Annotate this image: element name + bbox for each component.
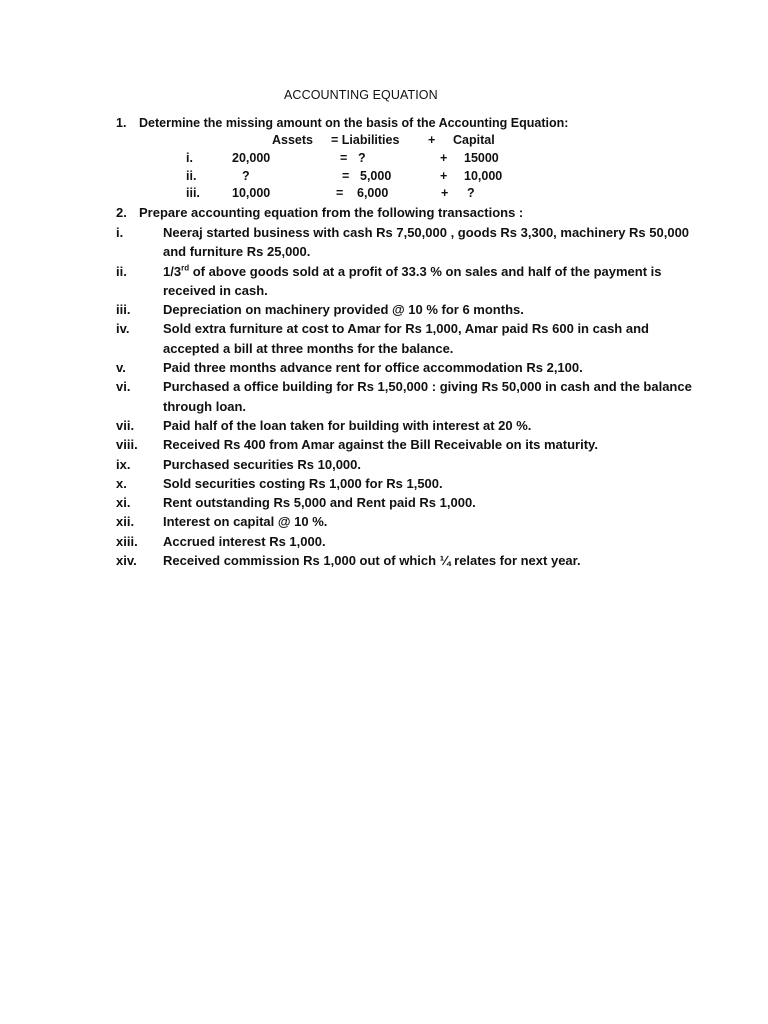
- item-numeral: xiv.: [116, 553, 137, 569]
- list-item: [116, 493, 696, 512]
- list-item: [116, 377, 696, 416]
- item-numeral: vii.: [116, 417, 135, 433]
- item-text: of above goods sold at a profit of 33.3 % on sales and half of the payment is received in cash.: [163, 263, 662, 298]
- item-text-fraction: 1/3: [163, 263, 182, 279]
- item-text: Sold extra furniture at cost to Amar for Rs 1,000, Amar paid Rs 600 in cash and accepted a bill at three months for the balance.: [163, 321, 649, 356]
- item-numeral: xii.: [116, 514, 135, 530]
- item-numeral: ii.: [116, 263, 127, 279]
- header-assets: Assets: [272, 133, 313, 147]
- list-item: [116, 435, 696, 454]
- item-numeral: x.: [116, 475, 127, 491]
- header-plus: +: [428, 133, 436, 147]
- list-item: [116, 532, 696, 551]
- item-numeral: iii.: [116, 302, 131, 318]
- item-numeral: ix.: [116, 456, 131, 472]
- row-capital: 15000: [464, 151, 499, 165]
- transaction-list: [116, 223, 696, 570]
- row-numeral: iii.: [186, 186, 200, 200]
- header-liabilities: = Liabilities: [331, 133, 400, 147]
- item-text: Purchased securities Rs 10,000.: [163, 456, 362, 472]
- row-plus: +: [440, 169, 448, 183]
- list-item: [116, 262, 696, 301]
- row-equals: =: [340, 151, 348, 165]
- row-equals: =: [342, 169, 350, 183]
- row-liabilities: 5,000: [360, 169, 392, 183]
- item-text: Paid three months advance rent for office accommodation Rs 2,100.: [163, 360, 583, 376]
- list-item: [116, 358, 696, 377]
- item-numeral: xiii.: [116, 533, 138, 549]
- equation-row: [0, 169, 768, 185]
- item-numeral: vi.: [116, 379, 131, 395]
- row-assets: 10,000: [232, 186, 271, 200]
- row-liabilities: ?: [358, 151, 366, 165]
- list-item: [116, 416, 696, 435]
- item-text: Neeraj started business with cash Rs 7,50,000 , goods Rs 3,300, machinery Rs 50,000 and furniture Rs 25,000.: [163, 225, 690, 260]
- list-item: [116, 551, 696, 570]
- row-equals: =: [336, 186, 344, 200]
- item-numeral: xi.: [116, 495, 131, 511]
- document-title: ACCOUNTING EQUATION: [284, 88, 438, 102]
- row-plus: +: [440, 151, 448, 165]
- item-text: Accrued interest Rs 1,000.: [163, 533, 326, 549]
- row-capital: ?: [467, 186, 475, 200]
- question-text: Prepare accounting equation from the following transactions :: [139, 205, 524, 220]
- item-text: Depreciation on machinery provided @ 10 % for 6 months.: [163, 302, 524, 318]
- question-number: 2.: [116, 205, 127, 220]
- item-text: Paid half of the loan taken for building with interest at 20 %.: [163, 417, 532, 433]
- ordinal-superscript: rd: [181, 263, 190, 273]
- item-numeral: i.: [116, 225, 124, 240]
- row-assets: ?: [242, 169, 250, 183]
- item-text: Sold securities costing Rs 1,000 for Rs 1,500.: [163, 475, 443, 491]
- equation-row: [0, 186, 768, 202]
- list-item: [116, 300, 696, 319]
- item-text: Purchased a office building for Rs 1,50,000 : giving Rs 50,000 in cash and the balance through loan.: [163, 379, 692, 414]
- header-capital: Capital: [453, 133, 495, 147]
- item-numeral: iv.: [116, 321, 130, 337]
- item-text: Received Rs 400 from Amar against the Bill Receivable on its maturity.: [163, 437, 598, 453]
- equation-header: [0, 133, 768, 149]
- row-numeral: ii.: [186, 169, 197, 183]
- list-item: [116, 474, 696, 493]
- list-item: [116, 223, 696, 262]
- equation-row: [0, 151, 768, 167]
- row-numeral: i.: [186, 151, 193, 165]
- item-text: Received commission Rs 1,000 out of which ¼ relates for next year.: [163, 553, 581, 569]
- list-item: [116, 455, 696, 474]
- question-text: Determine the missing amount on the basis of the Accounting Equation:: [139, 116, 569, 130]
- item-text: Interest on capital @ 10 %.: [163, 514, 328, 530]
- row-plus: +: [441, 186, 449, 200]
- item-text: Rent outstanding Rs 5,000 and Rent paid Rs 1,000.: [163, 495, 476, 511]
- list-item: [116, 319, 696, 358]
- list-item: [116, 512, 696, 531]
- row-capital: 10,000: [464, 169, 503, 183]
- question-number: 1.: [116, 116, 127, 130]
- row-assets: 20,000: [232, 151, 271, 165]
- item-numeral: v.: [116, 360, 126, 376]
- row-liabilities: 6,000: [357, 186, 389, 200]
- item-numeral: viii.: [116, 437, 138, 453]
